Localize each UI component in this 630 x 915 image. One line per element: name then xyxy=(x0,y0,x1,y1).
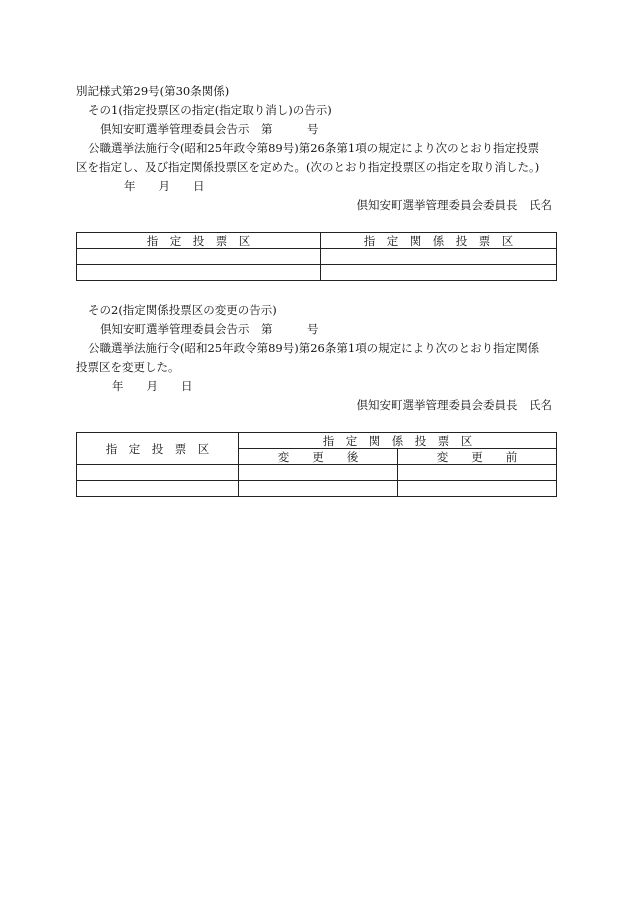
designated-district-header: 指 定 投 票 区 xyxy=(77,433,239,465)
table-row xyxy=(77,265,557,281)
part1-date: 年 月 日 xyxy=(124,179,205,193)
part1-notice-number: 倶知安町選挙管理委員会告示 第 号 xyxy=(100,122,319,136)
table-cell[interactable] xyxy=(77,249,321,265)
part2-body-line2: 投票区を変更した。 xyxy=(76,360,180,374)
designated-district-header: 指 定 投 票 区 xyxy=(77,233,321,249)
table-cell[interactable] xyxy=(398,481,557,497)
table-cell[interactable] xyxy=(321,265,557,281)
part1-signature: 倶知安町選挙管理委員会委員長 氏名 xyxy=(356,198,552,212)
before-change-header: 変 更 前 xyxy=(398,449,557,465)
form-number-heading: 別記様式第29号(第30条関係) xyxy=(76,84,230,98)
table-cell[interactable] xyxy=(239,465,398,481)
related-district-group-header: 指 定 関 係 投 票 区 xyxy=(239,433,557,449)
part2-body-line1: 公職選挙法施行令(昭和25年政令第89号)第26条第1項の規定により次のとおり指定関係 xyxy=(88,341,540,355)
table-row xyxy=(77,465,557,481)
table-cell[interactable] xyxy=(321,249,557,265)
after-change-header: 変 更 後 xyxy=(239,449,398,465)
table-cell[interactable] xyxy=(77,481,239,497)
table-cell[interactable] xyxy=(398,465,557,481)
part2-notice-number: 倶知安町選挙管理委員会告示 第 号 xyxy=(100,322,319,336)
part2-signature: 倶知安町選挙管理委員会委員長 氏名 xyxy=(356,398,552,412)
table-cell[interactable] xyxy=(239,481,398,497)
part2-subtitle: その2(指定関係投票区の変更の告示) xyxy=(88,303,277,317)
part1-body-line1: 公職選挙法施行令(昭和25年政令第89号)第26条第1項の規定により次のとおり指定投票 xyxy=(88,141,540,155)
part1-subtitle: その1(指定投票区の指定(指定取り消し)の告示) xyxy=(88,103,332,117)
part1-table xyxy=(76,232,557,281)
table-cell[interactable] xyxy=(77,265,321,281)
table-header-row xyxy=(77,433,557,449)
table-row xyxy=(77,249,557,265)
related-district-header: 指 定 関 係 投 票 区 xyxy=(321,233,557,249)
part1-body-line2: 区を指定し、及び指定関係投票区を定めた。(次のとおり指定投票区の指定を取り消した。) xyxy=(76,160,540,174)
table-cell[interactable] xyxy=(77,465,239,481)
part2-table xyxy=(76,432,557,497)
part2-date: 年 月 日 xyxy=(112,379,193,393)
table-row xyxy=(77,481,557,497)
table-header-row xyxy=(77,233,557,249)
